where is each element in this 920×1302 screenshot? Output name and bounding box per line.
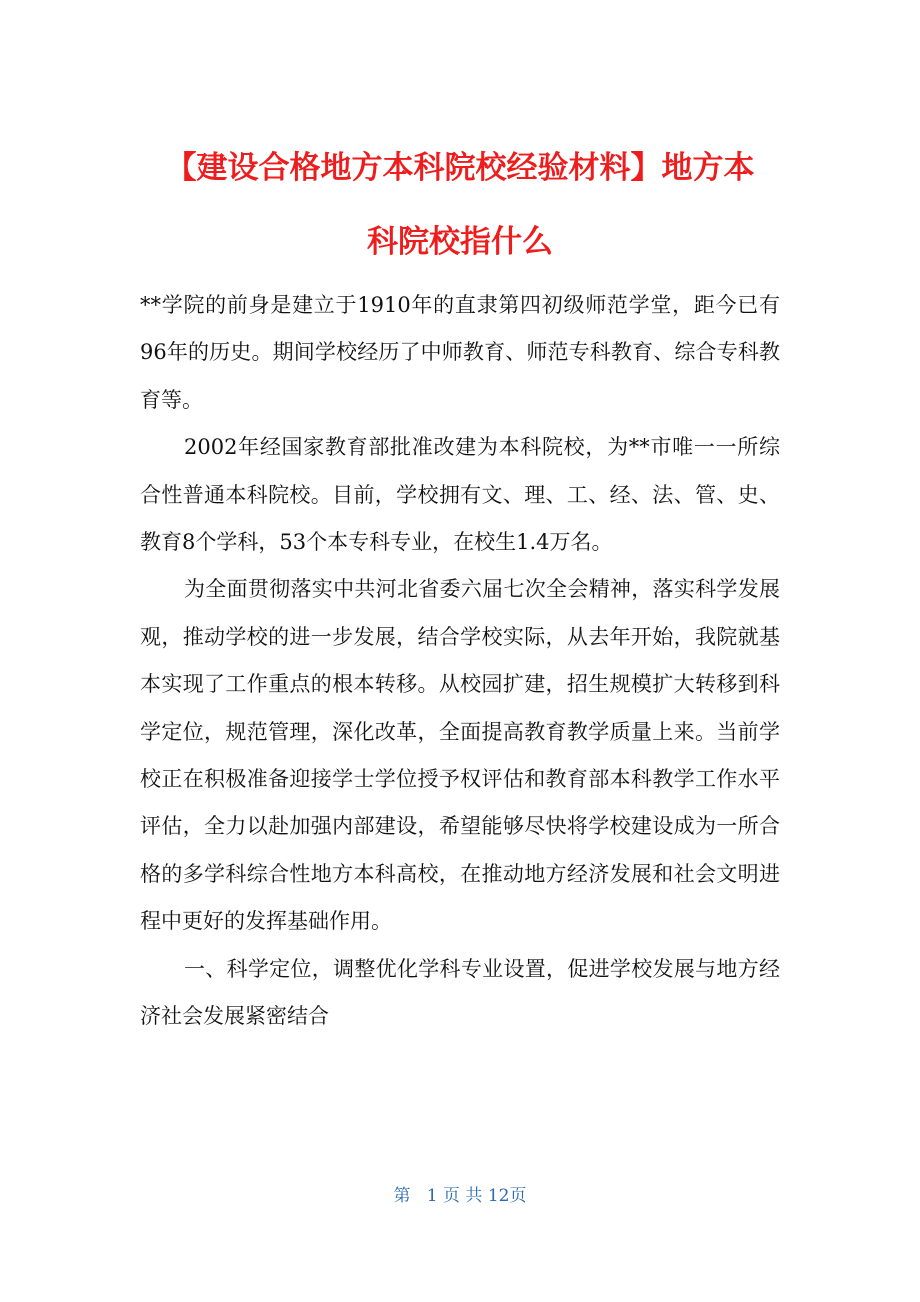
page-footer: [0, 1184, 920, 1208]
document-title-line-1: 【建设合格地方本科院校经验材料】地方本: [165, 150, 755, 186]
footer-label-ye: 页: [443, 1186, 460, 1206]
footer-label-gong: 共: [465, 1186, 483, 1206]
document-title-line-2: 科院校指什么: [367, 224, 553, 260]
paragraph-upgrade: 2002年经国家教育部批准改建为本科院校，为**市唯一一所综合性普通本科院校。目前，学校拥有文、理、工、经、法、管、史、教育8个学科，53个本专科专业，在校生1.4万名。: [140, 435, 780, 555]
paragraph-section-heading: 一、科学定位，调整优化学科专业设置，促进学校发展与地方经济社会发展紧密结合: [140, 956, 780, 1029]
paragraph-history: **学院的前身是建立于1910年的直隶第四初级师范学堂，距今已有96年的历史。期间学校经历了中师教育、师范专科教育、综合专科教育等。: [140, 293, 780, 412]
footer-total-pages: 12: [487, 1186, 510, 1206]
document-body: [140, 282, 780, 1041]
footer-page-number: 1: [426, 1186, 438, 1206]
footer-label-ye-2: 页: [509, 1186, 527, 1206]
paragraph-development: 为全面贯彻落实中共河北省委六届七次全会精神，落实科学发展观，推动学校的进一步发展，结合学校实际，从去年开始，我院就基本实现了工作重点的根本转移。从校园扩建，招生规模扩大转移到科学定位，规范管理，深化改革，全面提高教育教学质量上来。当前学校正在积极准备迎接学士学位授予权评估和教育部本科教学工作水平评估，全力以赴加强内部建设，希望能够尽快将学校建设成为一所合格的多学科综合性地方本科高校，在推动地方经济发展和社会文明进程中更好的发挥基础作用。: [140, 577, 780, 934]
footer-label-di: 第: [393, 1186, 411, 1206]
